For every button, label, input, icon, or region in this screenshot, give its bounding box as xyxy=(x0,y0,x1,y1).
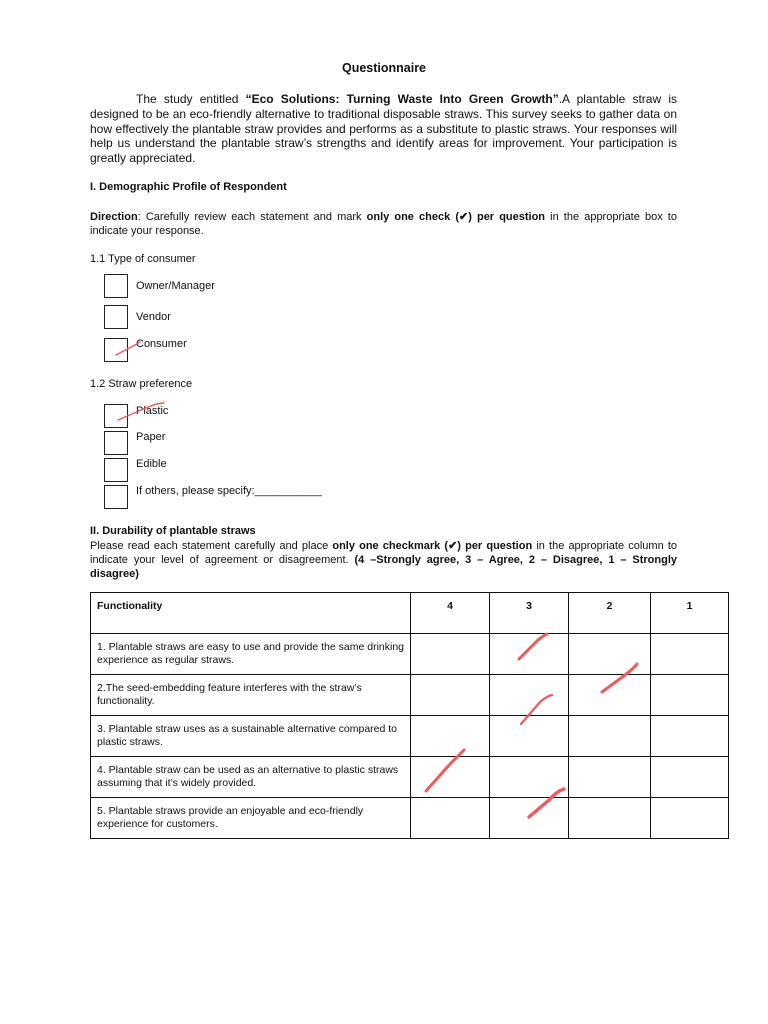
rating-cell[interactable] xyxy=(569,716,651,757)
statement-cell: 3. Plantable straw uses as a sustainable alternative compared to plastic straws. xyxy=(91,716,411,757)
option-label: Consumer xyxy=(136,338,187,350)
intro-paragraph xyxy=(90,92,677,166)
rating-cell[interactable] xyxy=(411,757,490,798)
intro-body: .A plantable straw is designed to be an eco-friendly alternative to traditional disposable straws. This survey seeks to gather data on how effectively the plantable straw provides and performs as a substitute to plastic straws. Your responses will help us understand the plantable straw’s strengths and identify areas for improvement. Your participation is greatly appreciated. xyxy=(90,92,677,166)
checkbox[interactable] xyxy=(104,458,128,482)
statement-cell: 1. Plantable straws are easy to use and provide the same drinking experience as regular straws. xyxy=(91,634,411,675)
table-row xyxy=(91,757,729,798)
question-1-2-label: 1.2 Straw preference xyxy=(90,378,193,390)
direction-part-1: : Carefully review each statement and mark xyxy=(137,211,367,223)
option-label: Plastic xyxy=(136,405,169,417)
statement-cell: 2.The seed-embedding feature interferes with the straw’s functionality. xyxy=(91,675,411,716)
rating-cell[interactable] xyxy=(411,634,490,675)
checkbox[interactable] xyxy=(104,404,128,428)
checkbox[interactable] xyxy=(104,485,128,509)
table-header-row xyxy=(91,593,729,634)
option-label: Vendor xyxy=(136,311,171,323)
section1-heading: I. Demographic Profile of Respondent xyxy=(90,181,287,193)
table-row xyxy=(91,798,729,839)
column-header: 3 xyxy=(490,593,569,634)
column-header: Functionality xyxy=(91,593,411,634)
section2-instructions xyxy=(90,539,677,581)
instr-part-2: in the appropriate column to indicate your level of agreement or disagreement. xyxy=(90,540,677,566)
rating-cell[interactable] xyxy=(569,675,651,716)
table-row xyxy=(91,634,729,675)
option-label: Owner/Manager xyxy=(136,280,215,292)
rating-cell[interactable] xyxy=(651,634,729,675)
table-row xyxy=(91,716,729,757)
section2-heading: II. Durability of plantable straws xyxy=(90,525,256,537)
checkbox[interactable] xyxy=(104,338,128,362)
statement-cell: 4. Plantable straw can be used as an alternative to plastic straws assuming that it’s widely provided. xyxy=(91,757,411,798)
rating-cell[interactable] xyxy=(490,634,569,675)
rating-cell[interactable] xyxy=(651,716,729,757)
rating-cell[interactable] xyxy=(651,757,729,798)
page-title: Questionnaire xyxy=(341,61,427,75)
direction-emphasis: only one check (✔) per question xyxy=(366,211,546,223)
rating-cell[interactable] xyxy=(490,675,569,716)
option-label: If others, please specify:___________ xyxy=(136,485,322,497)
column-header: 4 xyxy=(411,593,490,634)
rating-cell[interactable] xyxy=(651,675,729,716)
rating-cell[interactable] xyxy=(490,757,569,798)
checkbox[interactable] xyxy=(104,305,128,329)
rating-cell[interactable] xyxy=(569,757,651,798)
direction-part-2: in the appropriate box to indicate your response. xyxy=(90,211,677,237)
rating-cell[interactable] xyxy=(490,716,569,757)
column-header: 1 xyxy=(651,593,729,634)
intro-prefix: The study entitled xyxy=(136,92,246,106)
study-title: “Eco Solutions: Turning Waste Into Green Growth” xyxy=(245,92,559,106)
rating-cell[interactable] xyxy=(411,675,490,716)
rating-cell[interactable] xyxy=(569,634,651,675)
direction-label: Direction xyxy=(90,211,138,223)
instr-emphasis: only one checkmark (✔) per question xyxy=(332,540,533,552)
direction-text xyxy=(90,210,677,238)
statement-cell: 5. Plantable straws provide an enjoyable and eco-friendly experience for customers. xyxy=(91,798,411,839)
checkbox[interactable] xyxy=(104,274,128,298)
rating-cell[interactable] xyxy=(651,798,729,839)
column-header: 2 xyxy=(569,593,651,634)
option-label: Paper xyxy=(136,431,166,443)
rating-table xyxy=(90,592,729,839)
instr-part-1: Please read each statement carefully and place xyxy=(90,540,333,552)
table-row xyxy=(91,675,729,716)
rating-cell[interactable] xyxy=(490,798,569,839)
rating-cell[interactable] xyxy=(411,798,490,839)
checkbox[interactable] xyxy=(104,431,128,455)
option-label: Edible xyxy=(136,458,167,470)
question-1-1-label: 1.1 Type of consumer xyxy=(90,253,196,265)
rating-cell[interactable] xyxy=(569,798,651,839)
rating-cell[interactable] xyxy=(411,716,490,757)
rating-scale: (4 –Strongly agree, 3 – Agree, 2 – Disagree, 1 – Strongly disagree) xyxy=(90,554,678,580)
